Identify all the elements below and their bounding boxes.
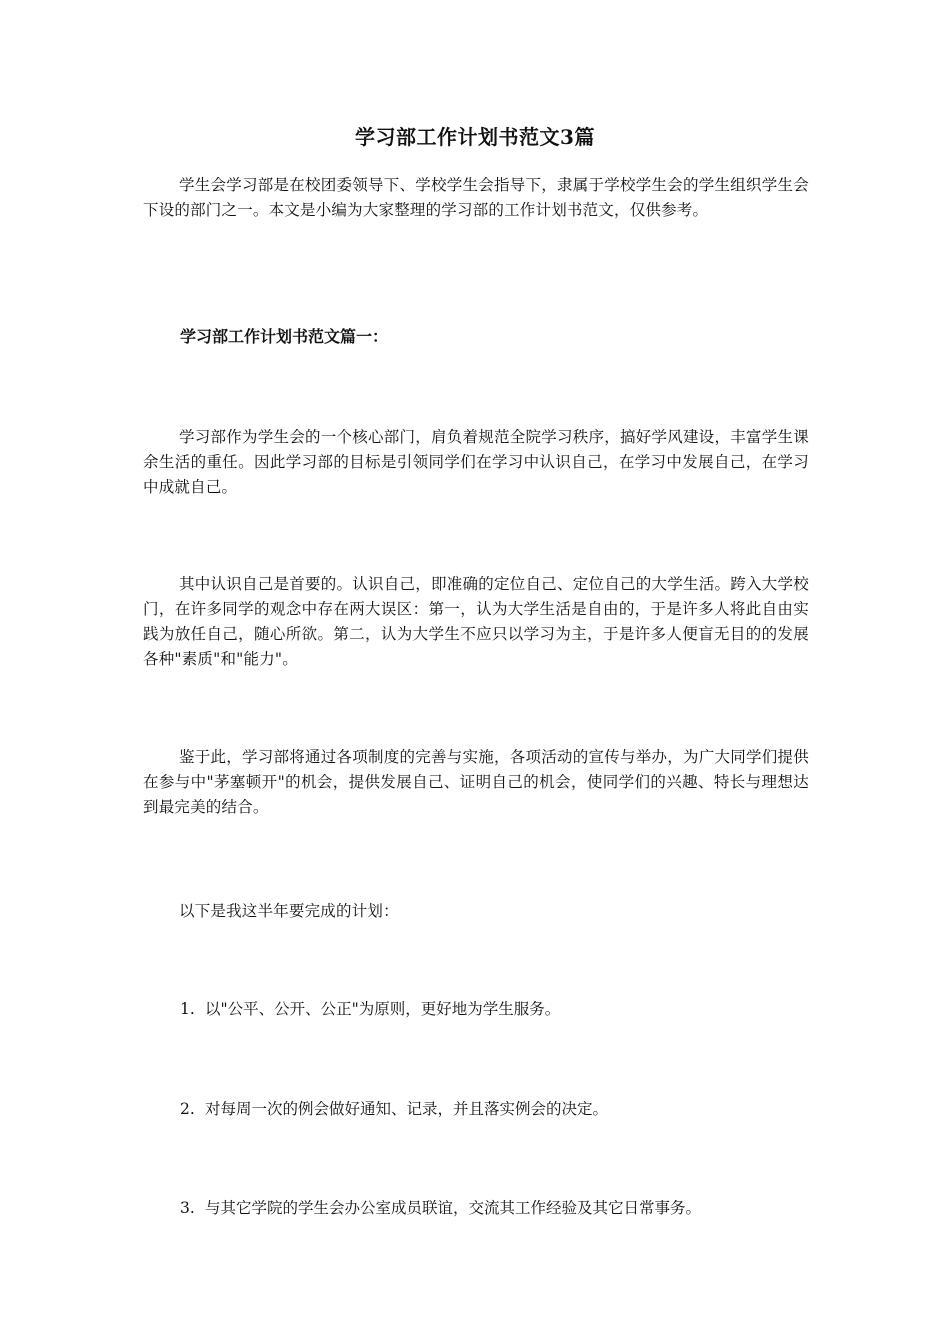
plan-item-2 bbox=[180, 1097, 608, 1122]
plan-item-text: 对每周一次的例会做好通知、记录，并且落实例会的决定。 bbox=[205, 1100, 609, 1118]
body-paragraph-1: 学习部作为学生会的一个核心部门，肩负着规范全院学习秩序，搞好学风建设，丰富学生课余生活的重任。因此学习部的目标是引领同学们在学习中认识自己，在学习中发展自己，在学习中成就自己。 bbox=[143, 428, 809, 496]
plan-item-3 bbox=[180, 1196, 701, 1221]
section-heading: 学习部工作计划书范文篇一： bbox=[180, 327, 389, 346]
plan-item-1 bbox=[180, 997, 560, 1022]
body-paragraph-4: 以下是我这半年要完成的计划： bbox=[179, 902, 399, 920]
body-paragraph-3: 鉴于此，学习部将通过各项制度的完善与实施，各项活动的宣传与举办，为广大同学们提供在参与中"茅塞顿开"的机会，提供发展自己、证明自己的机会，使同学们的兴趣、特长与理想达到最完美的结合。 bbox=[143, 748, 809, 816]
intro-paragraph: 学生会学习部是在校团委领导下、学校学生会指导下，隶属于学校学生会的学生组织学生会下设的部门之一。本文是小编为大家整理的学习部的工作计划书范文，仅供参考。 bbox=[143, 176, 809, 219]
plan-item-number: 2. bbox=[180, 1100, 195, 1118]
plan-item-text: 与其它学院的学生会办公室成员联谊，交流其工作经验及其它日常事务。 bbox=[205, 1199, 702, 1217]
plan-item-text: 以"公平、公开、公正"为原则，更好地为学生服务。 bbox=[205, 1000, 561, 1018]
plan-item-number: 1. bbox=[180, 1000, 195, 1018]
plan-item-number: 3. bbox=[180, 1199, 195, 1217]
document-title: 学习部工作计划书范文3篇 bbox=[355, 125, 595, 149]
body-paragraph-2: 其中认识自己是首要的。认识自己，即准确的定位自己、定位自己的大学生活。跨入大学校门，在许多同学的观念中存在两大误区：第一，认为大学生活是自由的，于是许多人将此自由实践为放任自己，随心所欲。第二，认为大学生不应只以学习为主，于是许多人便盲无目的的发展各种"素质"和"能力"。 bbox=[143, 575, 809, 668]
